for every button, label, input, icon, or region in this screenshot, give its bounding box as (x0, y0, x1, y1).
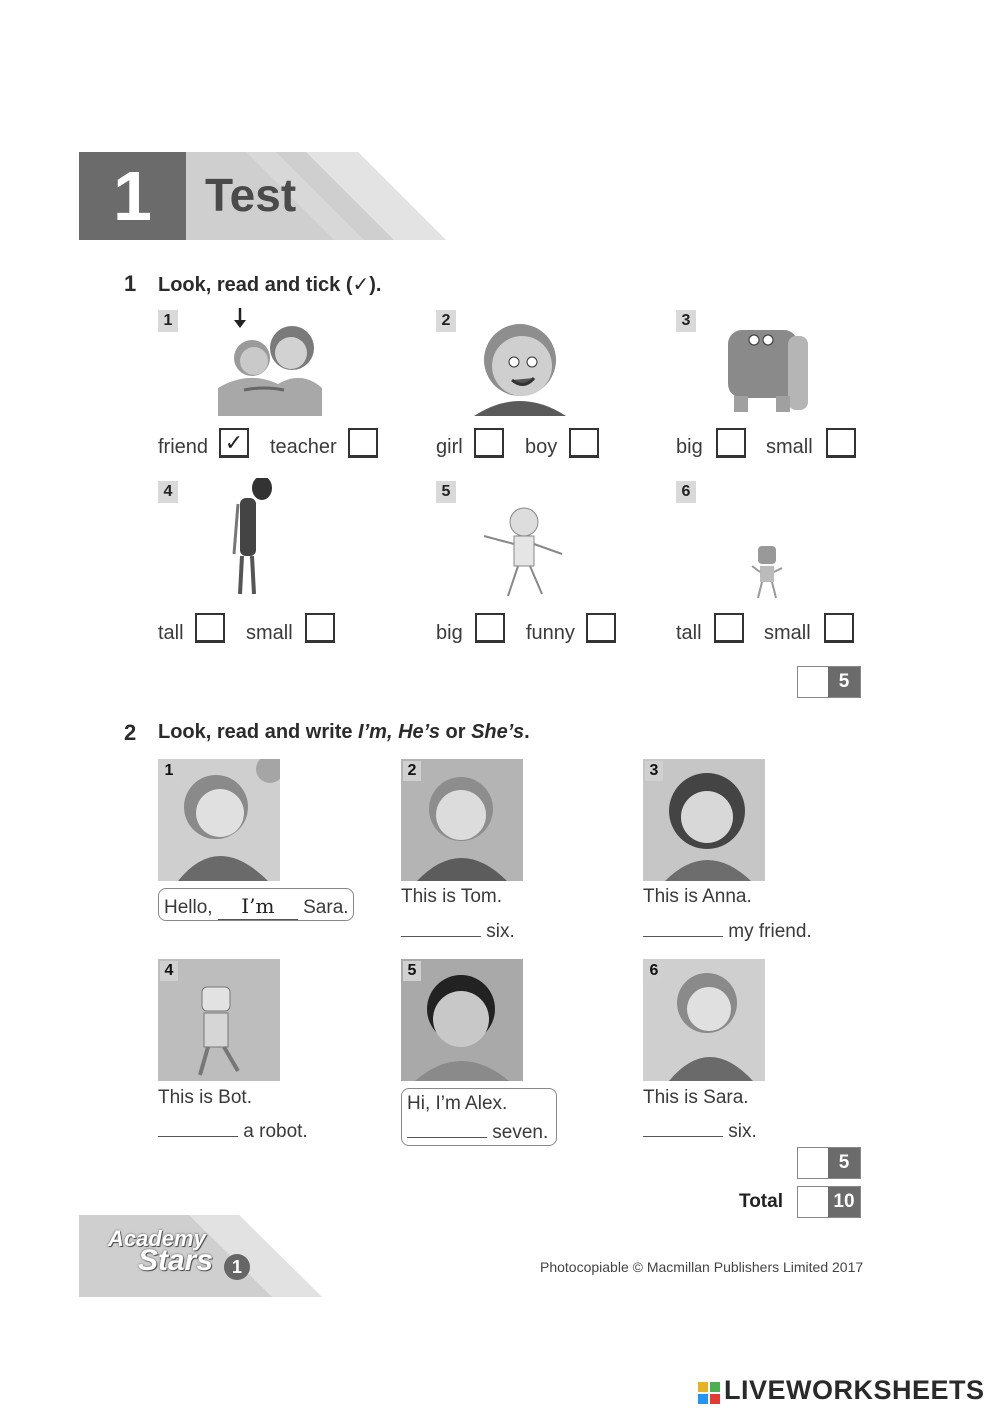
s1-item-6-option-2-checkbox[interactable] (824, 613, 854, 643)
s1-item-5-option-2-checkbox[interactable] (586, 613, 616, 643)
section-2-number: 2 (124, 720, 137, 745)
page-title: Test (205, 169, 297, 221)
s1-item-4-number: 4 (158, 481, 178, 503)
s2-item-1-answer: I’m (241, 894, 275, 918)
s2-item-6-answer-field[interactable] (643, 1118, 723, 1137)
section-1-number: 1 (124, 271, 137, 296)
instruction-text: Look, read and write (158, 721, 359, 743)
s2-item-3-number: 3 (645, 761, 663, 781)
instruction-end: . (524, 721, 530, 743)
s2-item-2-text-post: six. (481, 921, 515, 942)
s1-item-6-number: 6 (676, 481, 696, 503)
s2-item-4-text-post: a robot. (238, 1121, 308, 1142)
s1-item-2-option-1-label: girl (436, 436, 463, 458)
s2-item-6-number: 6 (645, 961, 663, 981)
s1-item-2-option-1-checkbox[interactable] (474, 428, 504, 458)
s1-item-2-option-2-label: boy (525, 436, 558, 458)
s1-item-4-illustration (222, 478, 278, 600)
s1-item-2-option-2-checkbox[interactable] (569, 428, 599, 458)
s1-item-5-option-1-label: big (436, 622, 463, 644)
s1-item-6-option-1-label: tall (676, 622, 702, 644)
s2-item-2-line-1: This is Tom. (401, 886, 503, 907)
s2-item-5-answer-field[interactable] (407, 1119, 487, 1138)
s1-item-1-number: 1 (158, 310, 178, 332)
s1-item-3-illustration (722, 324, 814, 416)
s2-item-6-line-2 (643, 1118, 757, 1143)
option-hes: He’s (398, 721, 440, 743)
s2-item-6-line-1: This is Sara. (643, 1087, 749, 1108)
s2-item-4-number: 4 (160, 961, 178, 981)
s2-item-5-number: 5 (403, 961, 421, 981)
s2-item-2-picture (401, 759, 523, 881)
s2-item-4-line-2 (158, 1118, 308, 1143)
s1-item-5-option-1-checkbox[interactable] (475, 613, 505, 643)
section-1-instruction: Look, read and tick (✓). (158, 274, 382, 296)
s2-item-1-answer-field[interactable] (218, 894, 298, 920)
section-1-score-max: 5 (828, 667, 860, 697)
s1-item-5-illustration (478, 506, 566, 600)
total-label: Total (739, 1191, 783, 1212)
s1-item-1-option-2-checkbox[interactable] (348, 428, 378, 458)
s2-item-1-sentence (164, 894, 349, 920)
s2-item-1-text-pre: Hello, (164, 897, 218, 918)
s2-item-5-picture (401, 959, 523, 1081)
s2-item-2-answer-field[interactable] (401, 918, 481, 937)
s2-item-6-text-post: six. (723, 1121, 757, 1142)
instruction-or: or (439, 721, 472, 743)
s2-item-4-answer-field[interactable] (158, 1118, 238, 1137)
s2-item-5-line-2 (407, 1119, 548, 1144)
unit-number: 1 (113, 157, 152, 235)
s1-item-1-option-2-label: teacher (270, 436, 337, 458)
s1-item-4-option-1-label: tall (158, 622, 184, 644)
s2-item-1-picture (158, 759, 280, 881)
s2-item-5-text-post: seven. (487, 1122, 549, 1143)
s1-item-3-option-2-checkbox[interactable] (826, 428, 856, 458)
s2-item-2-number: 2 (403, 761, 421, 781)
logo-level-badge: 1 (224, 1254, 250, 1280)
s1-item-5-option-2-label: funny (526, 622, 575, 644)
s2-item-3-picture (643, 759, 765, 881)
s1-item-3-option-1-label: big (676, 436, 703, 458)
s2-item-4-line-1: This is Bot. (158, 1087, 252, 1108)
s1-item-5-number: 5 (436, 481, 456, 503)
s1-item-2-number: 2 (436, 310, 456, 332)
section-2-score-max: 5 (828, 1148, 860, 1178)
liveworksheets-watermark: LIVEWORKSHEETS (724, 1375, 985, 1405)
unit-number-block (79, 152, 186, 240)
total-score-max: 10 (828, 1187, 860, 1217)
liveworksheets-icon (698, 1382, 720, 1404)
option-im: I’m, (358, 721, 399, 743)
section-2-score-box (797, 1147, 861, 1179)
s2-item-3-text-post: my friend. (723, 921, 812, 942)
section-2-instruction (158, 721, 530, 744)
s1-item-4-option-2-checkbox[interactable] (305, 613, 335, 643)
s1-item-1-option-1-label: friend (158, 436, 209, 458)
option-shes: She’s (471, 721, 525, 743)
s1-item-6-option-2-label: small (764, 622, 811, 644)
s1-item-1-illustration (214, 306, 324, 416)
s1-item-6-illustration (746, 542, 786, 600)
s2-item-1-text-post: Sara. (297, 897, 349, 918)
section-1-score-box (797, 666, 861, 698)
s2-item-1-number: 1 (160, 761, 178, 781)
copyright-notice: Photocopiable © Macmillan Publishers Limited 2017 (540, 1259, 864, 1275)
s1-item-3-option-2-label: small (766, 436, 813, 458)
s1-item-4-option-2-label: small (246, 622, 293, 644)
s1-item-3-number: 3 (676, 310, 696, 332)
s2-item-5-line-1: Hi, I’m Alex. (407, 1093, 508, 1114)
s1-item-3-option-1-checkbox[interactable] (716, 428, 746, 458)
s2-item-3-line-1: This is Anna. (643, 886, 752, 907)
s1-item-6-option-1-checkbox[interactable] (714, 613, 744, 643)
s2-item-4-picture (158, 959, 280, 1081)
s1-item-4-option-1-checkbox[interactable] (195, 613, 225, 643)
s1-item-1-option-1-checkbox[interactable]: ✓ (219, 428, 249, 458)
logo-stars: Stars (138, 1244, 214, 1277)
s2-item-3-answer-field[interactable] (643, 918, 723, 937)
s2-item-2-line-2 (401, 918, 515, 943)
s2-item-3-line-2 (643, 918, 812, 943)
logo-academy: Academy (108, 1226, 206, 1251)
s1-item-2-illustration (470, 318, 570, 416)
total-score-box (797, 1186, 861, 1218)
s2-item-6-picture (643, 959, 765, 1081)
